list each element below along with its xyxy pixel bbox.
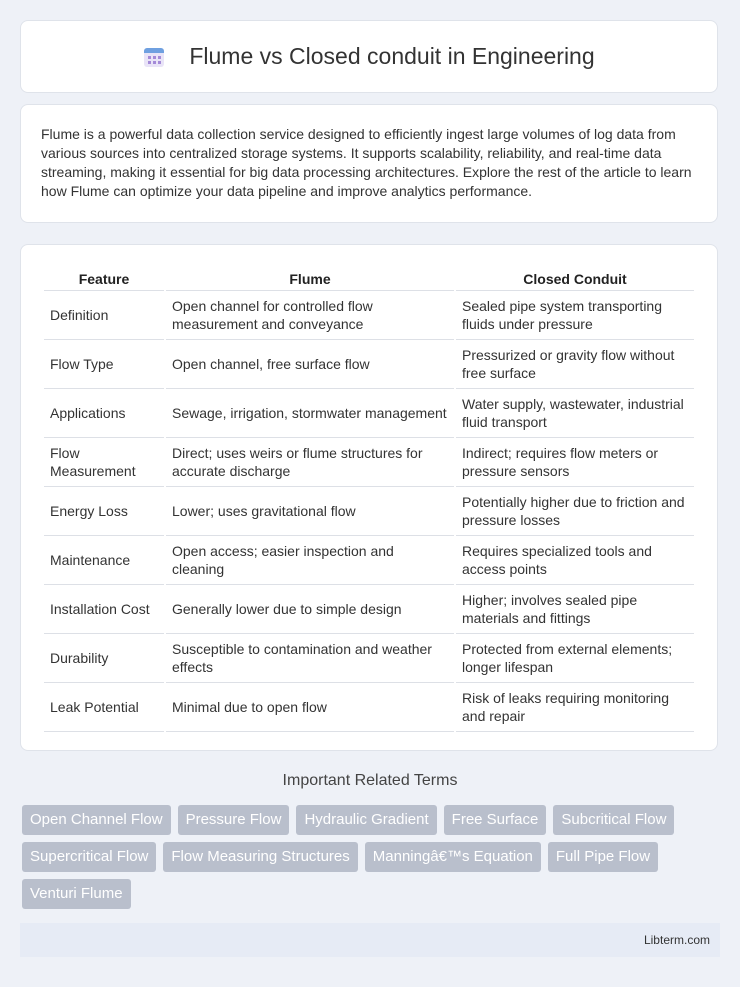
comparison-table <box>42 265 696 732</box>
flume-cell: Sewage, irrigation, stormwater management <box>166 389 454 438</box>
closed-conduit-cell: Higher; involves sealed pipe materials and fittings <box>456 585 694 634</box>
table-row <box>44 487 694 536</box>
related-terms-title: Important Related Terms <box>282 772 458 789</box>
header-closed-conduit: Closed Conduit <box>456 265 694 291</box>
flume-cell: Generally lower due to simple design <box>166 585 454 634</box>
related-term-tag[interactable]: Hydraulic Gradient <box>296 805 436 835</box>
flume-cell: Open channel, free surface flow <box>166 340 454 389</box>
feature-cell: Applications <box>44 389 164 438</box>
table-row <box>44 438 694 487</box>
intro-text: Flume is a powerful data collection service designed to efficiently ingest large volumes of log data from various sources into centralized storage systems. It supports scalability, reliability, and real-time data streaming, making it essential for big data processing architectures. Explore the rest of the article to learn how Flume can optimize your data pipeline and improve analytics performance. <box>41 126 692 199</box>
related-term-tag[interactable]: Supercritical Flow <box>22 842 156 872</box>
closed-conduit-cell: Risk of leaks requiring monitoring and repair <box>456 683 694 732</box>
table-row <box>44 585 694 634</box>
calendar-icon <box>143 46 165 68</box>
related-term-tag[interactable]: Flow Measuring Structures <box>163 842 357 872</box>
closed-conduit-cell: Potentially higher due to friction and pressure losses <box>456 487 694 536</box>
header-feature: Feature <box>44 265 164 291</box>
closed-conduit-cell: Pressurized or gravity flow without free surface <box>456 340 694 389</box>
table-row <box>44 634 694 683</box>
table-row <box>44 340 694 389</box>
footer <box>20 923 720 957</box>
table-row <box>44 683 694 732</box>
feature-cell: Definition <box>44 291 164 340</box>
related-term-tag[interactable]: Manningâ€™s Equation <box>365 842 541 872</box>
closed-conduit-cell: Water supply, wastewater, industrial fluid transport <box>456 389 694 438</box>
table-row <box>44 536 694 585</box>
table-row <box>44 389 694 438</box>
page-title: Flume vs Closed conduit in Engineering <box>189 43 595 69</box>
related-terms-list <box>22 805 722 909</box>
related-term-tag[interactable]: Pressure Flow <box>178 805 290 835</box>
flume-cell: Open channel for controlled flow measurement and conveyance <box>166 291 454 340</box>
closed-conduit-cell: Protected from external elements; longer lifespan <box>456 634 694 683</box>
feature-cell: Flow Type <box>44 340 164 389</box>
related-term-tag[interactable]: Full Pipe Flow <box>548 842 658 872</box>
flume-cell: Minimal due to open flow <box>166 683 454 732</box>
flume-cell: Direct; uses weirs or flume structures for accurate discharge <box>166 438 454 487</box>
related-term-tag[interactable]: Free Surface <box>444 805 547 835</box>
intro-card <box>20 104 718 223</box>
feature-cell: Durability <box>44 634 164 683</box>
table-header-row <box>44 265 694 291</box>
flume-cell: Open access; easier inspection and cleaning <box>166 536 454 585</box>
feature-cell: Maintenance <box>44 536 164 585</box>
flume-cell: Lower; uses gravitational flow <box>166 487 454 536</box>
header-flume: Flume <box>166 265 454 291</box>
table-row <box>44 291 694 340</box>
footer-site-link[interactable]: Libterm.com <box>643 933 710 947</box>
feature-cell: Leak Potential <box>44 683 164 732</box>
feature-cell: Installation Cost <box>44 585 164 634</box>
closed-conduit-cell: Requires specialized tools and access points <box>456 536 694 585</box>
closed-conduit-cell: Indirect; requires flow meters or pressure sensors <box>456 438 694 487</box>
feature-cell: Flow Measurement <box>44 438 164 487</box>
title-card <box>20 20 718 93</box>
comparison-card <box>20 244 718 751</box>
closed-conduit-cell: Sealed pipe system transporting fluids under pressure <box>456 291 694 340</box>
related-term-tag[interactable]: Venturi Flume <box>22 879 131 909</box>
related-term-tag[interactable]: Open Channel Flow <box>22 805 171 835</box>
feature-cell: Energy Loss <box>44 487 164 536</box>
flume-cell: Susceptible to contamination and weather effects <box>166 634 454 683</box>
related-term-tag[interactable]: Subcritical Flow <box>553 805 674 835</box>
